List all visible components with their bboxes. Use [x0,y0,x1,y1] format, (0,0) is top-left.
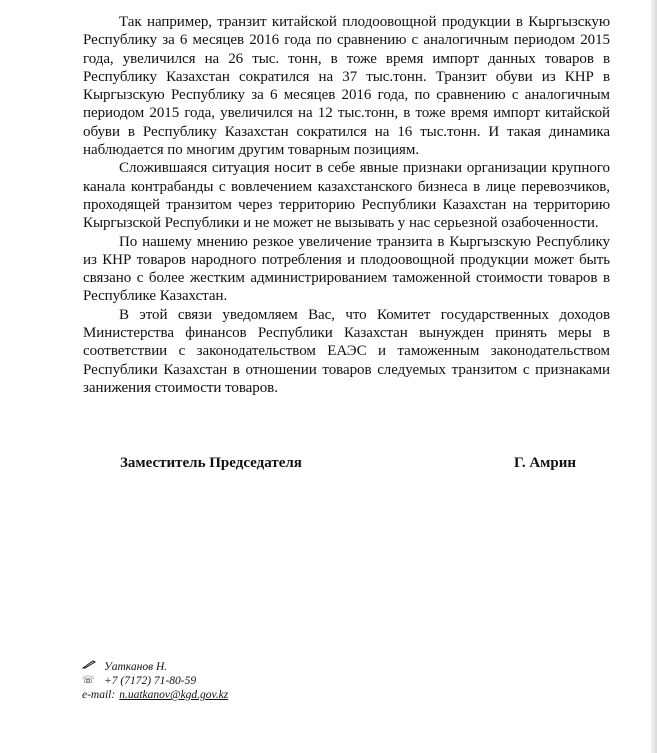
phone-line [82,674,228,688]
phone-icon: ☏ [82,675,95,686]
signatory-name: Г. Амрин [513,455,576,471]
paragraph-administration-reason: По нашему мнению резкое увеличение транзита в Кыргызскую Республику из КНР товаров народного потребления и плодоовощной продукции может быть связано с более жестким администрированием таможенной стоимости товаров в Республике Казахстан. [83,233,610,305]
pen-icon [82,659,104,674]
executor-line [82,659,228,674]
paragraph-measures-notice: В этой связи уведомляем Вас, что Комитет государственных доходов Министерства финансов Республики Казахстан вынужден принять меры в соответствии с законодательством ЕАЭС и таможенным законодательством Республики Казахстан в отношении товаров следуемых транзитом с признаками занижения стоимости товаров. [83,306,610,396]
letter-body [83,13,610,397]
email-line [82,688,228,702]
executor-name: Уатканов Н. [104,660,168,673]
signature-block [120,455,576,472]
phone-number: +7 (7172) 71-80-59 [104,675,197,687]
paragraph-smuggling-concern: Сложившаяся ситуация носит в себе явные признаки организации крупного канала контрабанды с вовлечением казахстанского бизнеса в лице перевозчиков, проходящей транзитом через территорию Республики Казахстан на территорию Кыргызской Республики и не может не вызывать у нас серьезной озабоченности. [83,160,610,232]
paragraph-transit-statistics: Так например, транзит китайской плодоовощной продукции в Кыргызскую Республику за 6 месяцев 2016 года по сравнению с аналогичным периодом 2015 года, увеличился на 26 тыс. тонн, в тоже время импорт данных товаров в Республику Казахстан сократился на 37 тыс.тонн. Транзит обуви из КНР в Кыргызскую Республику за 6 месяцев 2016 года, по сравнению с аналогичным периодом 2015 года, увеличился на 12 тыс.тонн, в тоже время импорт китайской обуви в Республику Казахстан сократился на 16 тыс.тонн. И такая динамика наблюдается по многим другим товарным позициям. [83,14,610,159]
contact-block [82,659,228,702]
email-label: e-mail: [82,689,116,701]
email-link[interactable]: n.uatkanov@kgd.gov.kz [119,689,229,701]
signatory-position: Заместитель Председателя [120,455,302,471]
page-edge-shadow [651,0,657,753]
